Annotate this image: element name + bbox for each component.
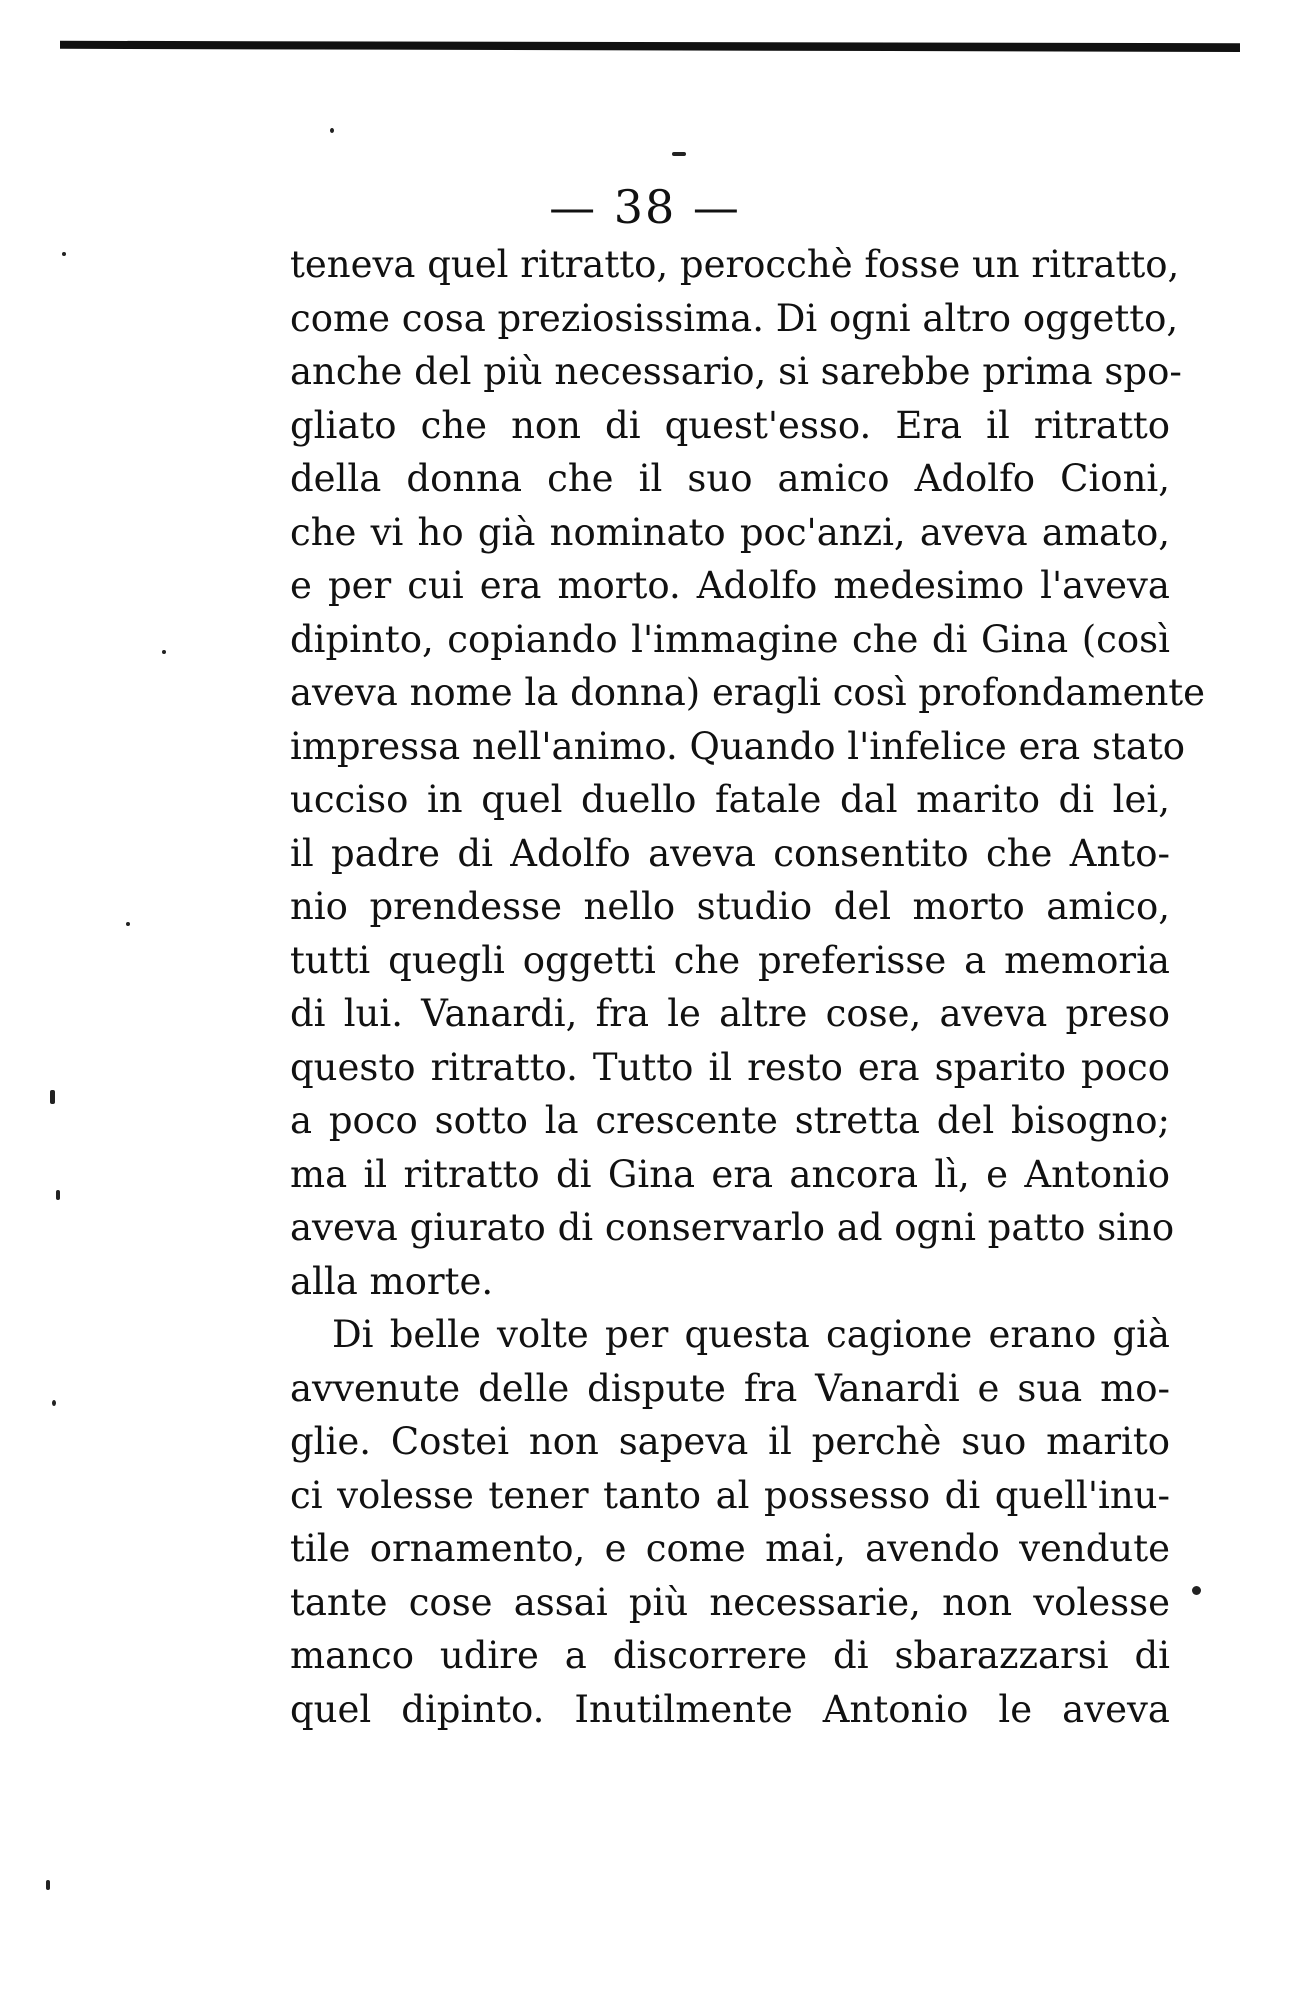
- text-line: che vi ho già nominato poc'anzi, aveva amato,: [290, 510, 1170, 554]
- text-line: tante cose assai più necessarie, non volesse: [290, 1580, 1170, 1624]
- text-line: ci volesse tener tanto al possesso di quell'inu-: [290, 1473, 1170, 1517]
- print-speck: [62, 252, 66, 256]
- text-line: teneva quel ritratto, perocchè fosse un ritratto,: [290, 243, 1180, 286]
- text-line: tutti quegli oggetti che preferisse a memoria: [290, 938, 1170, 982]
- text-line: ucciso in quel duello fatale dal marito di lei,: [290, 778, 1170, 821]
- page-number: — 38 —: [549, 180, 741, 234]
- text-line: quel dipinto. Inutilmente Antonio le aveva: [290, 1687, 1170, 1731]
- print-speck: [162, 650, 166, 654]
- text-line: anche del più necessario, si sarebbe prima spo-: [290, 350, 1182, 393]
- text-line: gliato che non di quest'esso. Era il ritratto: [290, 403, 1170, 447]
- text-line: glie. Costei non sapeva il perchè suo marito: [290, 1420, 1170, 1463]
- text-line: nio prendesse nello studio del morto amico,: [290, 885, 1170, 928]
- text-line: e per cui era morto. Adolfo medesimo l'aveva: [290, 564, 1170, 607]
- text-line: impressa nell'animo. Quando l'infelice era stato: [290, 724, 1186, 768]
- text-line: dipinto, copiando l'immagine che di Gina (così: [290, 617, 1170, 661]
- text-line: questo ritratto. Tutto il resto era sparito poco: [290, 1045, 1170, 1089]
- print-speck: [46, 1880, 50, 1890]
- print-speck: [50, 1090, 55, 1104]
- text-line: il padre di Adolfo aveva consentito che Anto-: [290, 831, 1170, 875]
- print-speck: [672, 152, 686, 156]
- print-speck: [56, 1190, 60, 1200]
- paragraph: [290, 238, 1206, 1308]
- top-border-rule: [60, 36, 1240, 52]
- text-line: aveva giurato di conservarlo ad ogni patto sino: [290, 1206, 1175, 1249]
- text-line: della donna che il suo amico Adolfo Cioni,: [290, 457, 1170, 500]
- text-line: come cosa preziosissima. Di ogni altro oggetto,: [290, 296, 1179, 340]
- text-line: di lui. Vanardi, fra le altre cose, aveva preso: [290, 992, 1170, 1035]
- text-line: a poco sotto la crescente stretta del bisogno;: [290, 1099, 1170, 1142]
- text-line: tile ornamento, e come mai, avendo vendute: [290, 1527, 1170, 1570]
- paragraph: [290, 1308, 1170, 1736]
- print-speck: [52, 1400, 56, 1406]
- print-speck: [1192, 1586, 1201, 1595]
- print-speck: [126, 922, 130, 926]
- text-line: ma il ritratto di Gina era ancora lì, e Antonio: [290, 1152, 1170, 1196]
- text-line: alla morte.: [290, 1259, 494, 1303]
- print-speck: [330, 128, 334, 133]
- text-line: aveva nome la donna) eragli così profondamente: [290, 671, 1206, 714]
- text-line: avvenute delle dispute fra Vanardi e sua mo-: [290, 1366, 1170, 1410]
- text-line: Di belle volte per questa cagione erano già: [332, 1313, 1170, 1356]
- text-line: manco udire a discorrere di sbarazzarsi di: [290, 1634, 1170, 1677]
- body-text: [290, 238, 1206, 1736]
